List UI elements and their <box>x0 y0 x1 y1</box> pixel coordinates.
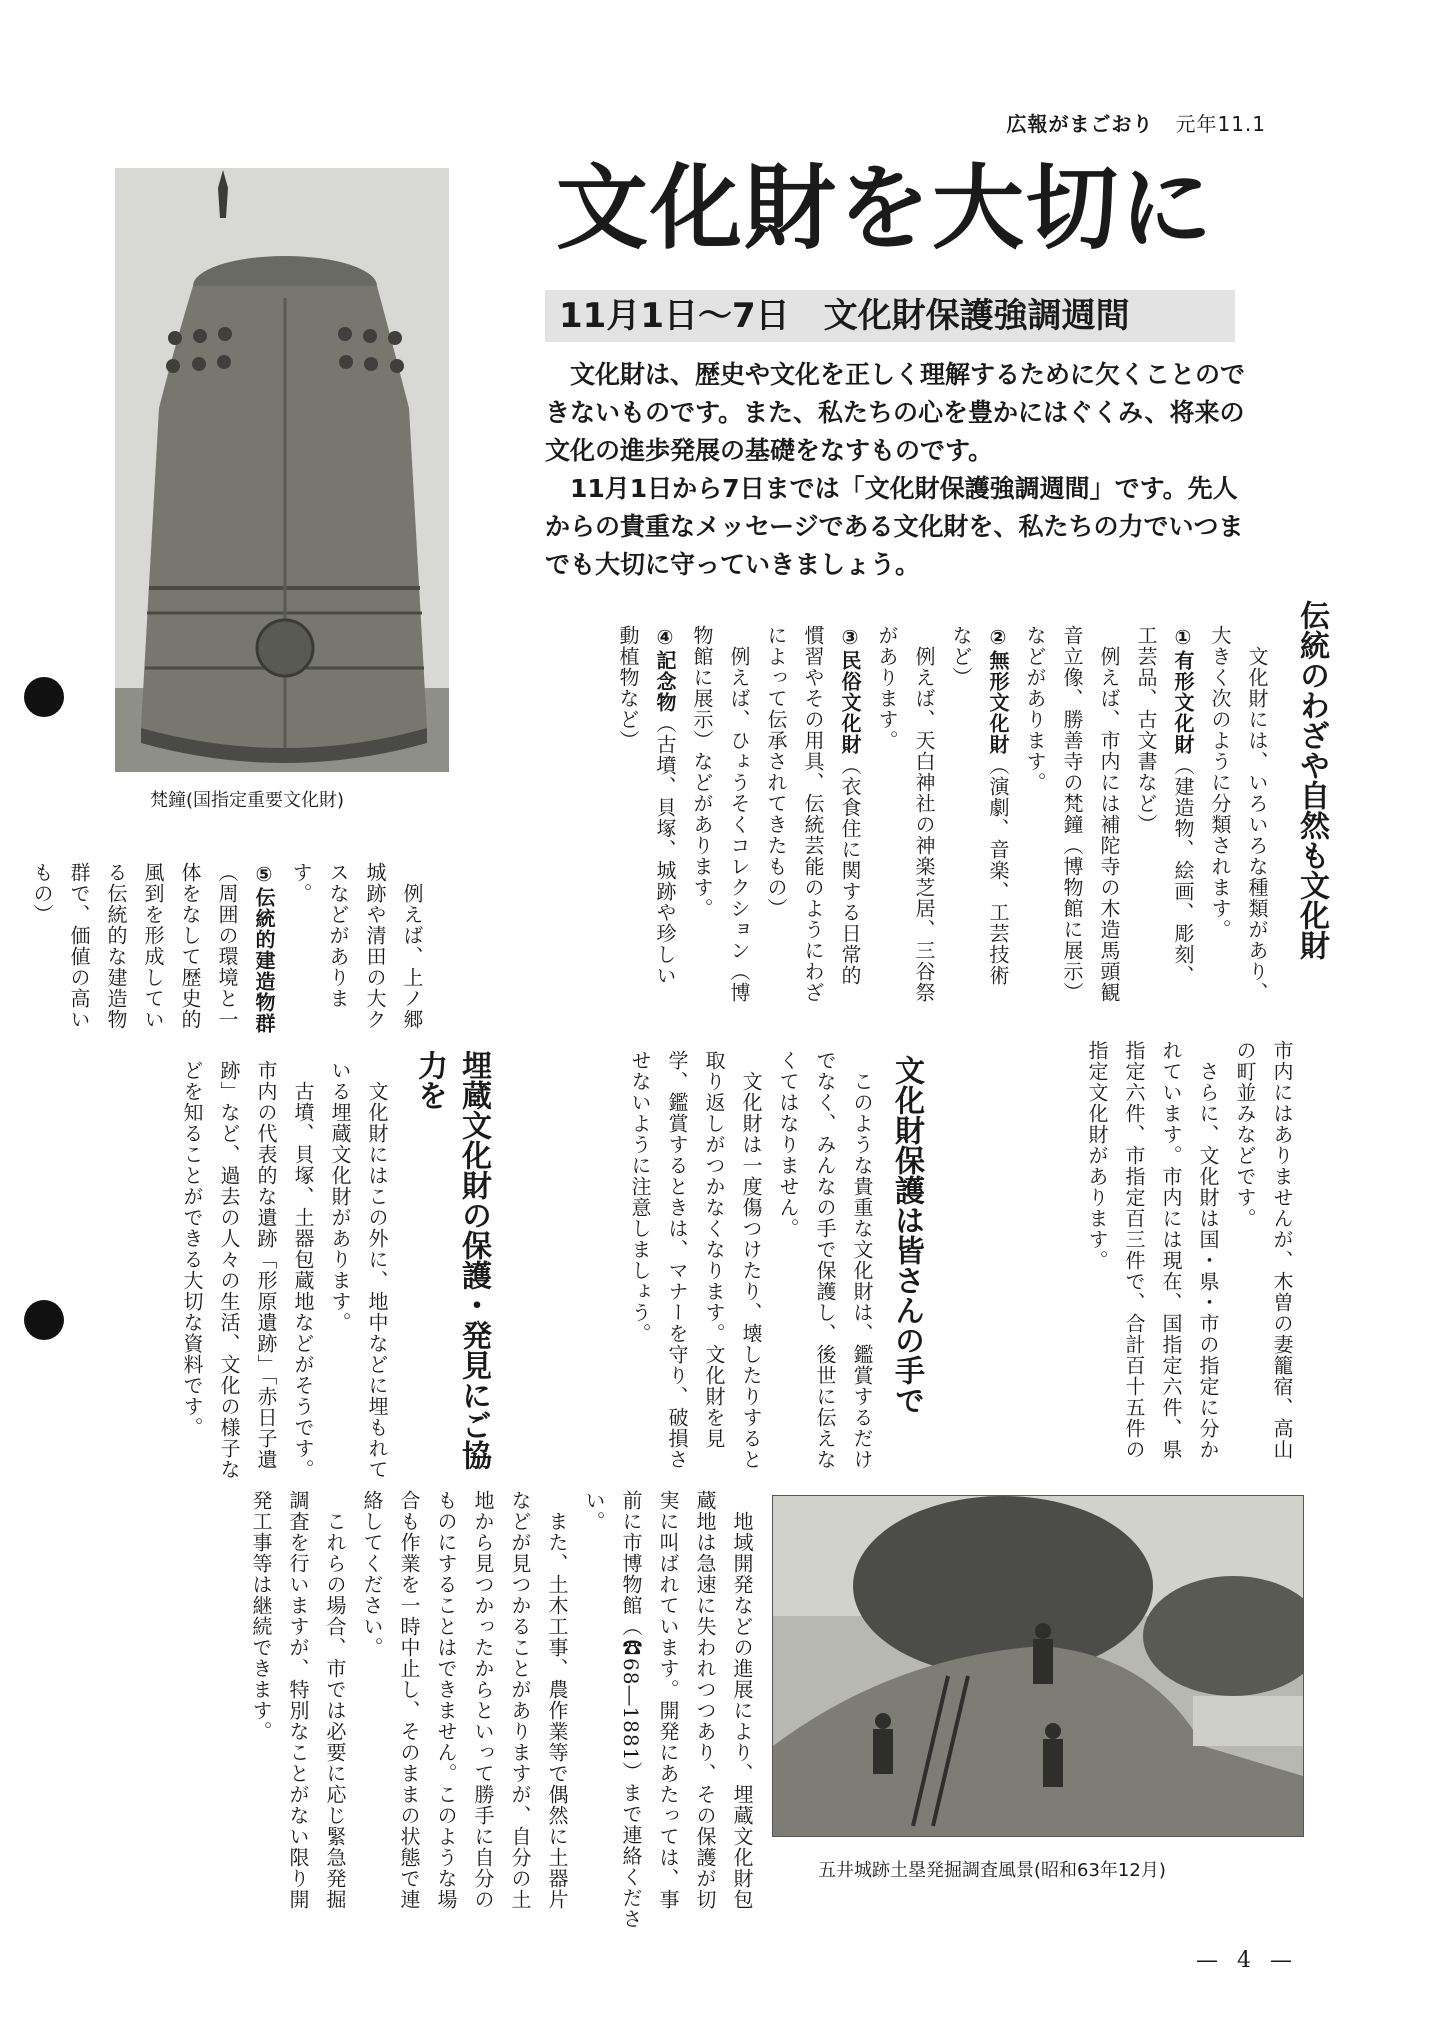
body-text: また、土木工事、農作業等で偶然に土器片などが見つかることがありますが、自分の土地から見つかったからといって勝手に自分のものにすることはできません。このような場合も作業を一時中止し、そのままの状態で連絡してください。 <box>360 1490 569 1910</box>
excavation-photo <box>772 1495 1304 1837</box>
binding-hole <box>24 1300 64 1340</box>
category-label: ①有形文化財 <box>1171 625 1195 755</box>
body-text: 例えば、天白神社の神楽芝居、三谷祭があります。 <box>875 625 936 1003</box>
body-text: 市内にはありませんが、木曽の妻籠宿、高山の町並みなどです。 <box>1233 1040 1294 1460</box>
body-text: （建造物、絵画、彫刻、工芸品、古文書など） <box>1134 625 1195 986</box>
section-body <box>460 625 1275 1005</box>
body-text: 文化財には、いろいろな種類があり、大きく次のように分類されます。 <box>1208 625 1269 1003</box>
body-text: 文化財にはこの外に、地中などに埋もれている埋蔵文化財があります。 <box>328 1060 389 1480</box>
page-header <box>1006 108 1266 137</box>
body-text: （周囲の環境と一体をなして歴史的風到を形成している伝統的な建造物群で、価値の高いもの） <box>30 862 239 1030</box>
excavation-illustration <box>773 1496 1303 1836</box>
body-text: このような貴重な文化財は、鑑賞するだけでなく、みんなの手で保護し、後世に伝えなくてはなりません。 <box>776 1050 874 1470</box>
section-heading: 埋蔵文化財の保護・発見にご協力を <box>412 1050 491 1470</box>
bell-caption: 梵鐘(国指定重要文化財) <box>150 790 345 811</box>
category-label: ②無形文化財 <box>986 625 1010 755</box>
section-body-continued <box>30 862 430 1042</box>
body-text: 例えば、上ノ郷城跡や清田の大クスなどがあります。 <box>289 862 424 1030</box>
excavation-caption: 五井城跡土塁発掘調査風景(昭和63年12月) <box>818 1860 1166 1881</box>
body-text: 文化財は一度傷つけたり、壊したりすると取り返しがつかなくなります。文化財を見学、鑑賞するときは、マナーを守り、破損させないように注意しましょう。 <box>628 1050 763 1470</box>
section-heading: 文化財保護は皆さんの手で <box>889 1055 924 1415</box>
publication-name: 広報がまごおり <box>1006 112 1154 136</box>
body-text: さらに、文化財は国・県・市の指定に分かれています。市内には現在、国指定六件、県指定六件、市指定百三件で、合計百十五件の指定文化財があります。 <box>1085 1040 1220 1460</box>
page-number: — 4 — <box>1196 1948 1298 1973</box>
body-text: （演劇、音楽、工芸技術など） <box>949 625 1010 986</box>
body-text: 例えば、市内には補陀寺の木造馬頭観音立像、勝善寺の梵鐘（博物館に展示）などがあります。 <box>1023 625 1121 1003</box>
bell-photo <box>115 168 449 772</box>
intro-paragraph: 文化財は、歴史や文化を正しく理解するために欠くことのできないものです。また、私たちの心を豊かにはぐくみ、将来の文化の進歩発展の基礎をなすものです。 <box>545 360 1246 465</box>
category-label: ③民俗文化財 <box>838 625 862 755</box>
body-text: 古墳、貝塚、土器包蔵地などがそうです。市内の代表的な遺跡「形原遺跡」「赤日子遺跡」など、過去の人々の生活、文化の様子などを知ることができる大切な資料です。 <box>180 1060 315 1480</box>
section-heading: 伝統のわざや自然も文化財 <box>1294 600 1329 960</box>
body-text: （古墳、貝塚、城跡や珍しい動植物など） <box>616 625 677 986</box>
body-text: 地域開発などの進展により、埋蔵文化財包蔵地は急速に失われつつあり、その保護が切実に叫ばれています。開発にあたっては、事前に市博物館（☎68―1881）まで連絡ください。 <box>582 1490 754 1930</box>
section-body <box>110 1060 395 1490</box>
category-label: ④記念物 <box>653 625 677 713</box>
section-body-continued <box>110 1490 760 1930</box>
bell-illustration <box>115 168 449 772</box>
category-label: ⑤伝統的建造物群 <box>252 862 276 1034</box>
section-body <box>555 1050 880 1490</box>
page-title: 文化財を大切に <box>556 154 1215 262</box>
body-text: これらの場合、市では必要に応じ緊急発掘調査を行いますが、特別なことがない限り開発工事等は継続できます。 <box>249 1490 347 1910</box>
intro-text <box>545 356 1245 584</box>
binding-hole <box>24 677 64 717</box>
body-text: （衣食住に関する日常的慣習やその用具、伝統芸能のようにわざによって伝承されてきたもの） <box>764 625 862 1003</box>
intro-paragraph: 11月1日から7日までは「文化財保護強調週間」です。先人からの貴重なメッセージである文化財を、私たちの力でいつまでも大切に守っていきましょう。 <box>545 474 1244 579</box>
subtitle-banner: 11月1日～7日 文化財保護強調週間 <box>545 290 1235 342</box>
section-body-closing <box>1000 1040 1300 1480</box>
issue-date: 元年11.1 <box>1175 112 1266 136</box>
body-text: 例えば、ひょうそくコレクション（博物館に展示）などがあります。 <box>690 625 751 1003</box>
